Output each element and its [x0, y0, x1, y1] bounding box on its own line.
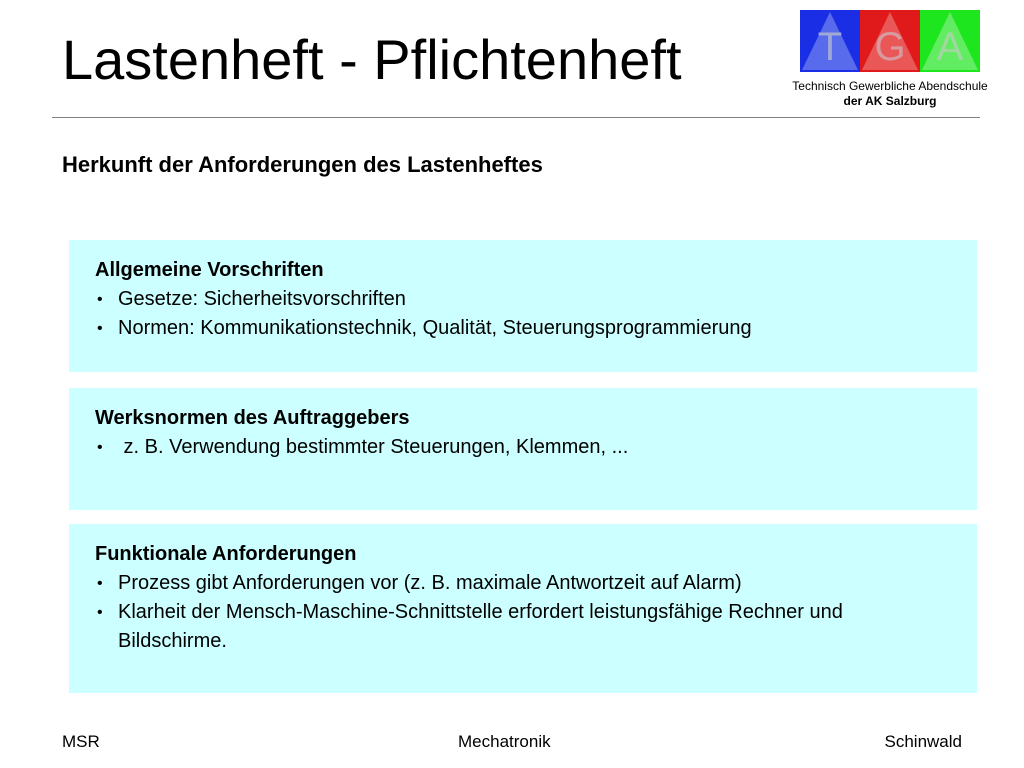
box-functional-requirements — [69, 524, 977, 693]
box-general-regulations — [69, 240, 977, 372]
footer-right: Schinwald — [884, 732, 962, 751]
bullet-list — [95, 569, 951, 656]
bullet-item: • Prozess gibt Anforderungen vor (z. B. maximale Antwortzeit auf Alarm) — [95, 569, 951, 598]
logo-letter-g: G — [874, 25, 906, 69]
bullet-item: • z. B. Verwendung bestimmter Steuerungen, Klemmen, ... — [95, 433, 951, 462]
title-divider — [52, 117, 980, 118]
slide-subtitle: Herkunft der Anforderungen des Lastenheftes — [62, 152, 543, 177]
bullet-item: • Gesetze: Sicherheitsvorschriften — [95, 285, 951, 314]
bullet-list — [95, 433, 951, 462]
bullet-list — [95, 285, 951, 343]
box-client-standards — [69, 388, 977, 510]
bullet-item: • Klarheit der Mensch-Maschine-Schnittstelle erfordert leistungsfähige Rechner und Bildschirme. — [95, 598, 878, 656]
footer-center: Mechatronik — [458, 732, 551, 751]
logo-letter-t: T — [817, 25, 843, 69]
logo-letter-a: A — [936, 25, 964, 69]
box-heading: Allgemeine Vorschriften — [95, 259, 324, 281]
school-name-line1: Technisch Gewerbliche Abendschule — [792, 79, 988, 93]
bullet-item: • Normen: Kommunikationstechnik, Qualität, Steuerungsprogrammierung — [95, 314, 951, 343]
slide-title: Lastenheft - Pflichtenheft — [62, 28, 682, 91]
box-heading: Werksnormen des Auftraggebers — [95, 407, 410, 429]
footer-left: MSR — [62, 732, 100, 751]
tga-logo — [800, 10, 982, 74]
box-heading: Funktionale Anforderungen — [95, 543, 357, 565]
school-name-line2: der AK Salzburg — [843, 94, 937, 108]
tga-logo-graphic — [800, 10, 982, 74]
